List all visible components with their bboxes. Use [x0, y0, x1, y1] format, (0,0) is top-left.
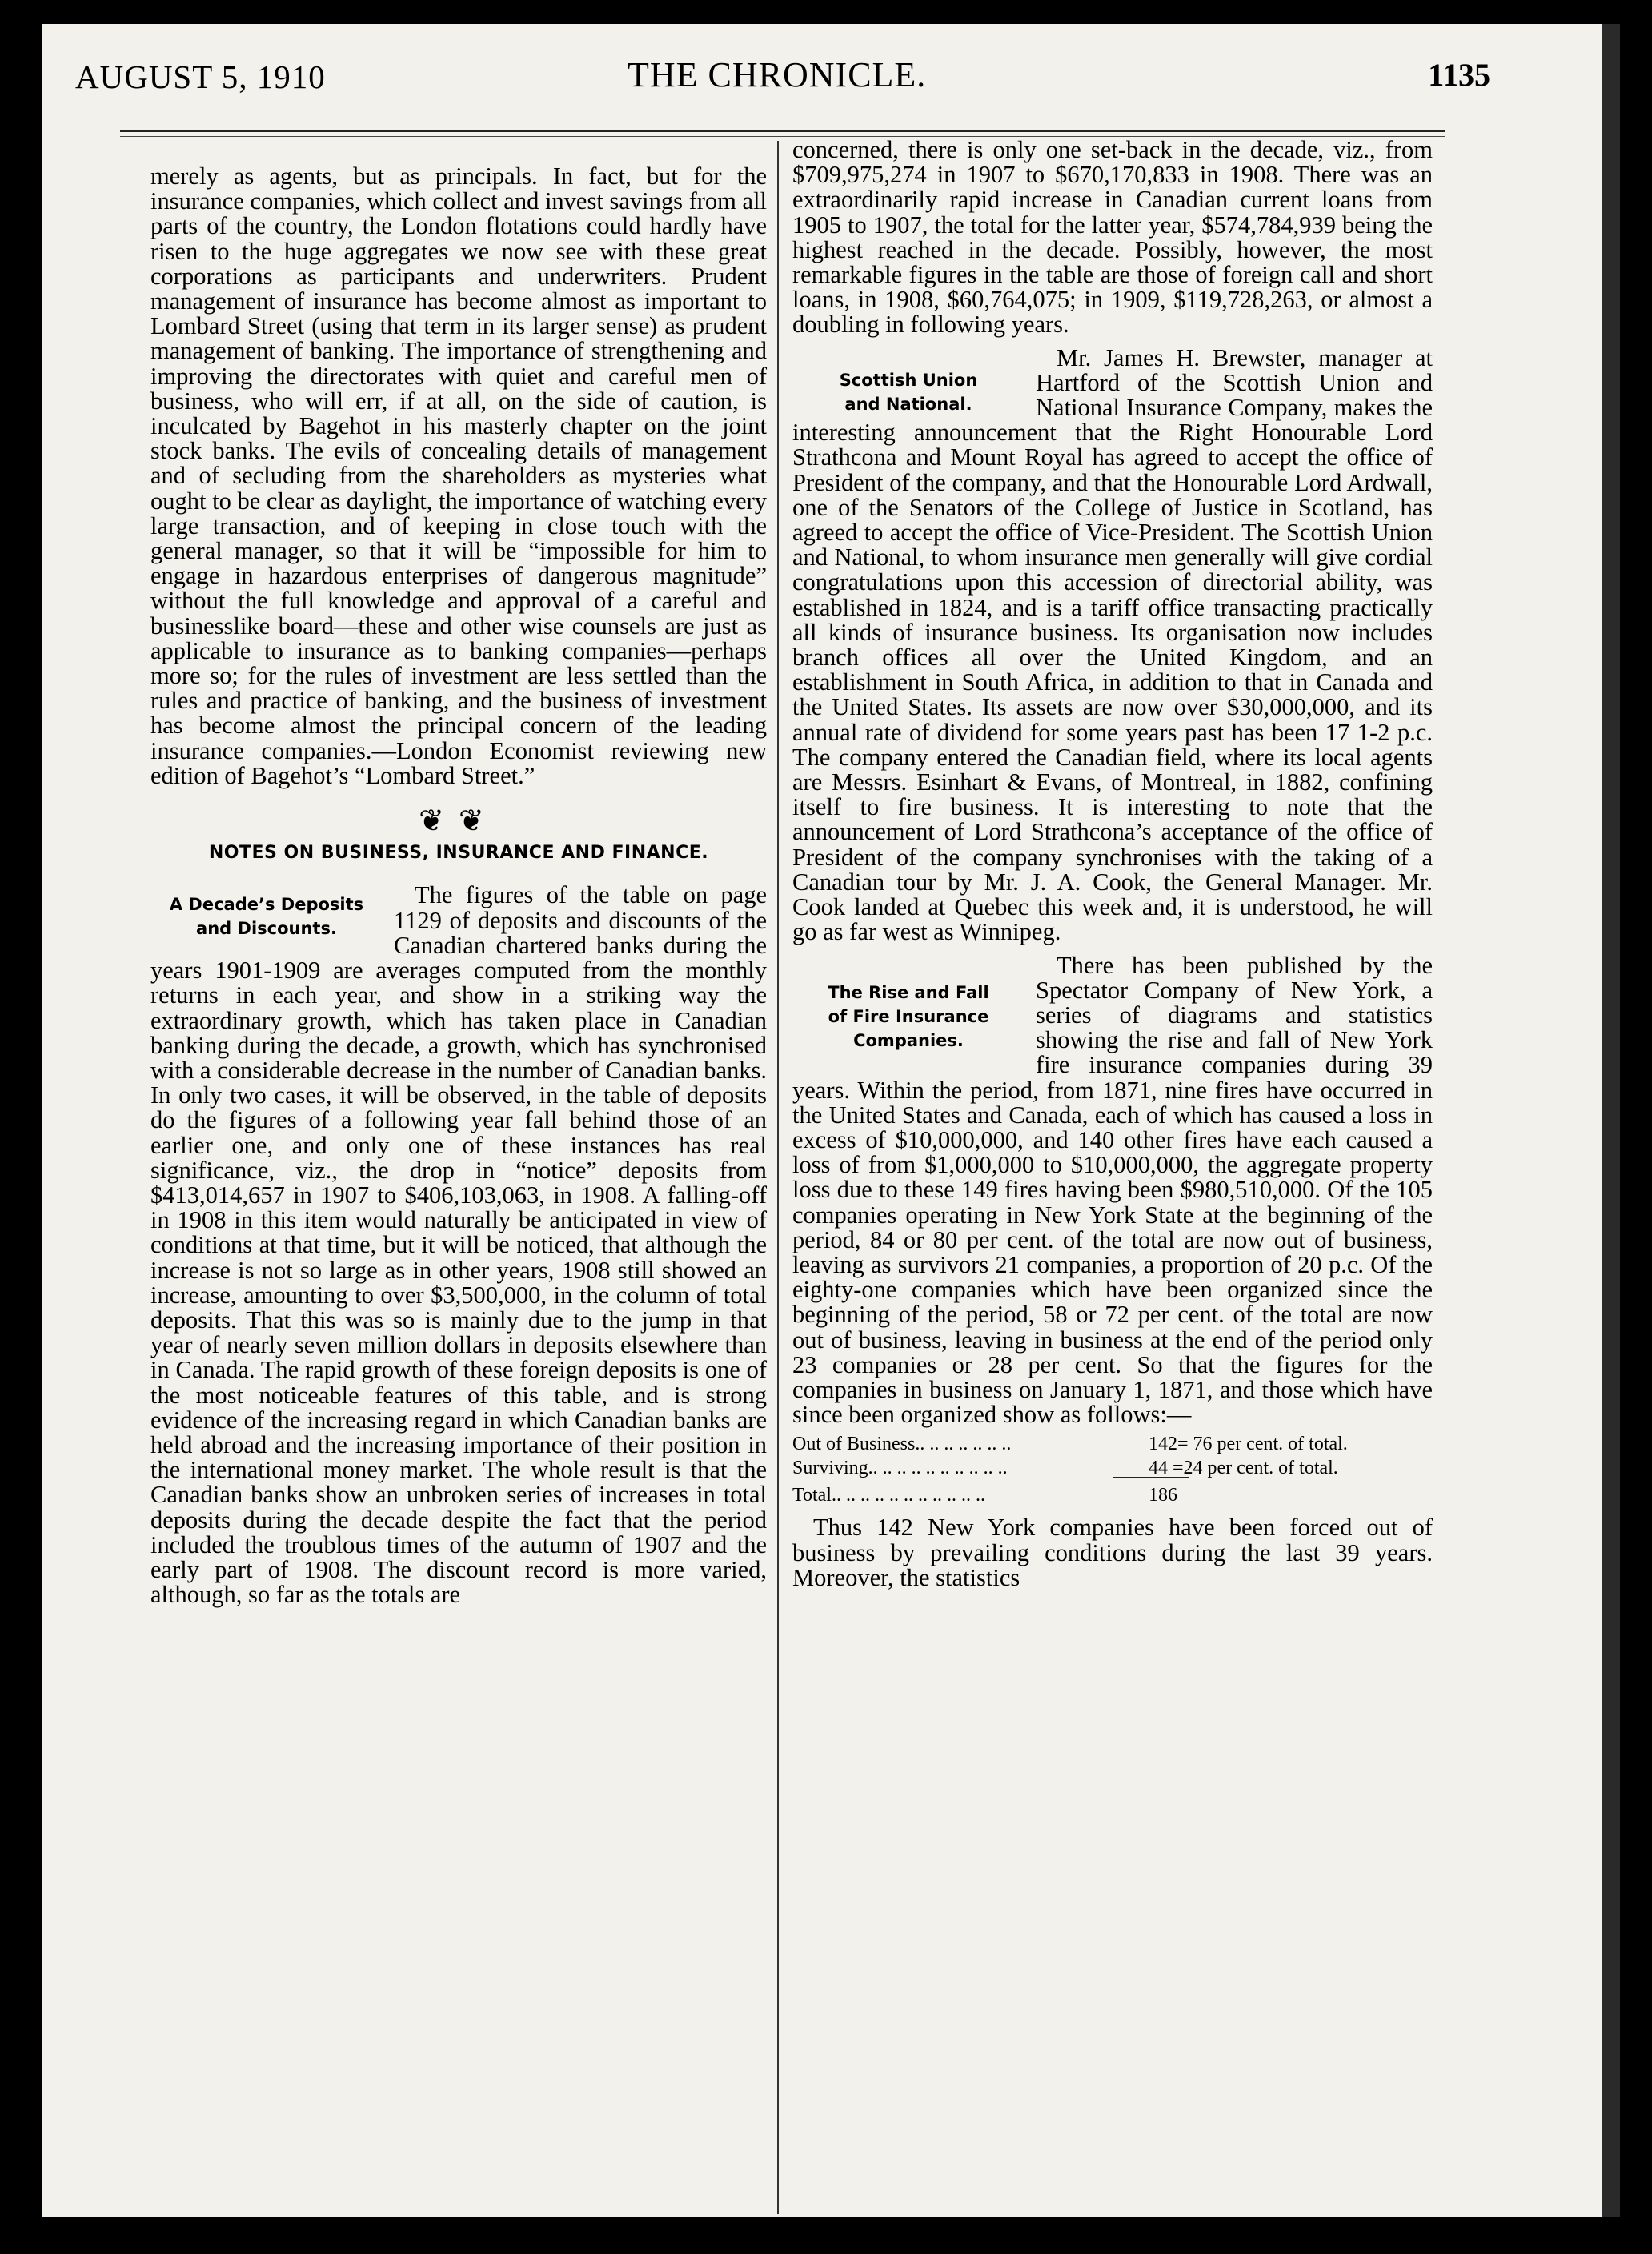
- sidehead-line: Companies.: [853, 1030, 964, 1050]
- table-value: 44 =24 per cent. of total.: [1149, 1458, 1338, 1479]
- header-rule: [120, 130, 1445, 132]
- header-date: AUGUST 5, 1910: [75, 58, 326, 95]
- table-row: [792, 1432, 1433, 1456]
- sidehead-scottish-union: [792, 368, 1024, 416]
- section-title: NOTES ON BUSINESS, INSURANCE AND FINANCE.: [208, 843, 709, 864]
- paragraph-deposits-discounts: The figures of the table on page 1129 of deposits and discounts of the Canadian chartered banks during the years 1901-1909 are averages computed from the monthly returns in each year, and show in a striking way the extraordinary growth, which has taken place in Canadian banking during the decade, a growth, which has synchronised with a considerable decrease in the number of Canadian banks. In only two cases, it will be observed, in the table of deposits do the figures of a following year fall behind those of an earlier one, and only one of these instances has real significance, viz., the drop in “notice” deposits from $413,014,657 in 1907 to $406,103,063, in 1908. A falling-off in 1908 in this item would naturally be anticipated in view of conditions at that time, but it will be noticed, that although the increase is not so large as in other years, 1908 still showed an increase, amounting to over $3,500,000, in the column of total deposits. That this was so is mainly due to the jump in that year of nearly seven million dollars in deposits elsewhere than in Canada. The rapid growth of these foreign deposits is one of the most noticeable features of this table, and is strong evidence of the increasing regard in which Canadian banks are held abroad and the increasing importance of their position in the international money market. The whole result is that the Canadian banks show an unbroken series of increases in total deposits during the decade despite the fact that the period included the troublous times of the autumn of 1907 and the early part of 1908. The discount record is more varied, although, so far as the totals are: [150, 881, 767, 1609]
- table-value: 142= 76 per cent. of total.: [1149, 1434, 1348, 1455]
- sidehead-line: and National.: [844, 394, 972, 414]
- ornament-divider: ❦❦: [419, 804, 499, 839]
- page-edge-shadow: [1602, 24, 1620, 2217]
- table-value: 186: [1149, 1485, 1177, 1506]
- header-title: THE CHRONICLE.: [628, 55, 927, 94]
- column-left: [150, 164, 767, 1607]
- sidehead-line: Scottish Union: [839, 370, 978, 390]
- sidehead-line: The Rise and Fall: [828, 982, 989, 1002]
- sidehead-rise-and-fall: [792, 981, 1024, 1053]
- table-label: Surviving.. .. .. .. .. .. .. .. .. ..: [792, 1458, 1008, 1479]
- column-divider: [777, 141, 779, 2214]
- companies-table: [792, 1432, 1433, 1507]
- header-page-number: 1135: [1428, 57, 1490, 93]
- paragraph-lombard-street: merely as agents, but as principals. In fact, but for the insurance companies, which collect and invest savings from all parts of the country, the London flotations could hardly have risen to the huge aggregates we now see with these great corporations as participants and underwriters. Prudent management of insurance has become almost as important to Lombard Street (using that term in its larger sense) as prudent management of banking. The importance of strengthening and improving the directorates with quiet and careful men of business, who will err, if at all, on the side of caution, is inculcated by Bagehot in his masterly chapter on the joint stock banks. The evils of concealing details of management and of secluding from the shareholders as mysteries what ought to be clear as daylight, the importance of watching every large transaction, and of keeping in close touch with the general manager, so that it will be “impossible for him to engage in hazardous enterprises of dangerous magnitude” without the full knowledge and approval of a careful and businesslike board—these and other wise counsels are just as applicable to insurance as to banking companies—perhaps more so; for the rules of investment are less settled than the rules and practice of banking, and the business of investment has become almost the principal concern of the leading insurance companies.—London Economist reviewing new edition of Bagehot’s “Lombard Street.”: [150, 162, 767, 789]
- table-label: Out of Business.. .. .. .. .. .. ..: [792, 1434, 1012, 1455]
- running-header: [75, 50, 1490, 106]
- paragraph-scottish-union: Mr. James H. Brewster, manager at Hartford of the Scottish Union and National Insurance Company, makes the interesting announcement that the Right Honourable Lord Strathcona and Mount Royal has agreed to accept the office of President of the company, and that the Honourable Lord Ardwall, one of the Senators of the College of Justice in Scotland, has agreed to accept the office of Vice-President. The Scottish Union and National, to whom insurance men generally will give cordial congratulations upon this accession of directorial ability, was established in 1824, and is a tariff office transacting practically all kinds of insurance business. Its organisation now includes branch offices all over the United Kingdom, and an establishment in South Africa, in addition to that in Canada and the United States. Its assets are now over $30,000,000, and its annual rate of dividend for some years past has been 17 1-2 p.c. The company entered the Canadian field, where its local agents are Messrs. Esinhart & Evans, of Montreal, in 1882, confining itself to fire business. It is interesting to note that the announcement of Lord Strathcona’s acceptance of the office of President of the company synchronises with the taking of a Canadian tour by Mr. J. A. Cook, the General Manager. Mr. Cook landed at Quebec this week and, it is understood, he will go as far west as Winnipeg.: [792, 343, 1433, 946]
- column-right: [792, 138, 1433, 1590]
- total-rule: [1113, 1477, 1189, 1478]
- sidehead-line: and Discounts.: [196, 919, 337, 939]
- paragraph-fire-insurance: There has been published by the Spectator Company of New York, a series of diagrams and statistics showing the rise and fall of New York fire insurance companies during 39 years. Within the period, from 1871, nine fires have occurred in the United States and Canada, each of which has caused a loss in excess of $10,000,000, and 140 other fires have each caused a loss of from $1,000,000 to $10,000,000, the aggregate property loss due to these 149 fires having been $980,510,000. Of the 105 companies operating in New York State at the beginning of the period, 84 or 80 per cent. of the total are now out of business, leaving as survivors 21 companies, a proportion of 20 p.c. Of the eighty-one companies which have been organized since the beginning of the period, 58 or 72 per cent. of the total are now out of business, leaving in business at the end of the period only 23 companies or 28 per cent. So that the figures for the companies in business on January 1, 1871, and those which have since been organized show as follows:—: [792, 951, 1433, 1429]
- sidehead-line: A Decade’s Deposits: [169, 895, 364, 915]
- table-total-row: [792, 1483, 1433, 1507]
- sidehead-line: of Fire Insurance: [828, 1006, 989, 1026]
- paragraph-thus: Thus 142 New York companies have been forced out of business by prevailing conditions during the last 39 years. Moreover, the statistics: [792, 1514, 1433, 1591]
- sidehead-decades-deposits: [150, 892, 383, 941]
- table-label: Total.. .. .. .. .. .. .. .. .. .. ..: [792, 1485, 985, 1506]
- paragraph-discount-record: concerned, there is only one set-back in the decade, viz., from $709,975,274 in 1907 to $670,170,833 in 1908. There was an extraordinarily rapid increase in Canadian current loans from 1905 to 1907, the total for the latter year, $574,784,939 being the highest reached in the decade. Possibly, however, the most remarkable figures in the table are those of foreign call and short loans, in 1908, $60,764,075; in 1909, $119,728,263, or almost a doubling in following years.: [792, 136, 1433, 339]
